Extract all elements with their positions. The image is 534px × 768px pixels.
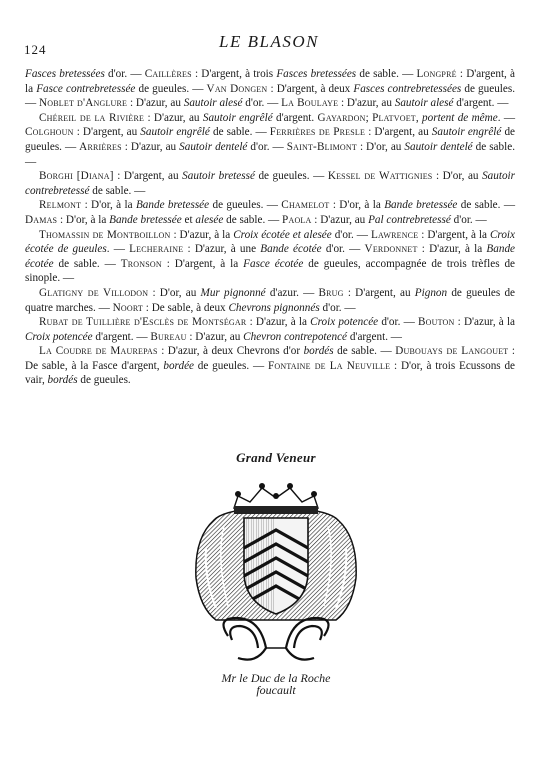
blazon-text: d'or. — xyxy=(321,243,365,256)
blazon-text: : D'azur, à la xyxy=(454,316,516,329)
blazon-text: : D'azur, à deux Chevrons d'or xyxy=(157,345,304,358)
blazon-text: de gueules. — xyxy=(209,199,282,212)
blazon-text: : De sable, à la Fasce d'argent, xyxy=(25,345,516,372)
running-title: LE BLASON xyxy=(219,32,319,51)
heraldic-term: Bande bretessée xyxy=(384,199,458,212)
heraldic-term: Bande écotée xyxy=(260,243,322,256)
family-name: Arrières xyxy=(79,140,122,153)
blazon-text: d'argent. — xyxy=(92,330,151,343)
family-name: Tronson xyxy=(120,257,162,270)
heraldic-term: Sautoir engrêlé xyxy=(140,126,210,139)
blazon-text: de gueules. — xyxy=(25,82,516,110)
blazon-text: de sable. — xyxy=(356,68,417,80)
heraldic-term: Bande bretessée xyxy=(135,199,210,212)
blazon-text: : D'argent, à deux xyxy=(267,82,354,95)
blazon-text: : D'azur, à la xyxy=(417,243,487,256)
heraldic-term: Bande écotée xyxy=(25,243,516,270)
family-name: Caillères xyxy=(144,68,192,80)
heraldic-term: Sautoir bretessé xyxy=(182,170,255,183)
coat-of-arms-figure xyxy=(176,450,376,700)
heraldic-term: Sautoir dentelé xyxy=(179,140,248,153)
family-name: Glatigny de Villodon xyxy=(39,286,149,299)
blazon-paragraph xyxy=(25,198,515,227)
blazon-text-body xyxy=(25,67,515,388)
blazon-text: de gueules. — xyxy=(254,170,328,183)
blazon-text: : D'or, à trois Ecussons de vair, xyxy=(25,359,516,387)
coat-of-arms-engraving xyxy=(186,468,366,668)
blazon-text: de sable. — xyxy=(333,345,396,358)
blazon-text: : D'or, au xyxy=(356,140,405,153)
blazon-text: : D'argent, à la xyxy=(161,257,244,270)
heraldic-term: Mur pignonné xyxy=(200,286,266,299)
family-name: Noort xyxy=(112,301,143,314)
blazon-text: d'or. — xyxy=(247,140,287,153)
family-name: Platvoet xyxy=(372,111,416,124)
heraldic-term: bordés xyxy=(303,345,334,358)
family-name: Borghi [Diana] xyxy=(39,170,114,183)
family-name: La Coudre de Maurepas xyxy=(39,345,158,358)
family-name: Kessel de Wattignies xyxy=(327,170,433,183)
figure-caption-top: Grand Veneur xyxy=(236,450,316,465)
blazon-text: d'or. — xyxy=(104,68,145,80)
family-name: Rubat de Tuillière d'Esclès de Montségar xyxy=(39,316,247,329)
blazon-text: . — xyxy=(106,243,130,256)
heraldic-term: portent de même xyxy=(422,111,498,124)
blazon-text: de gueules de quatre marches. — xyxy=(25,286,516,314)
blazon-text: d'argent. — xyxy=(347,330,402,343)
family-name: Relmont xyxy=(39,199,82,212)
family-name: Lecheraine xyxy=(129,243,184,256)
family-name: Lawrence xyxy=(370,228,419,241)
figure-caption-line-2: foucault xyxy=(256,683,296,697)
family-name: Noblet d'Anglure xyxy=(38,97,128,110)
blazon-paragraph xyxy=(25,67,515,111)
blazon-text: d'argent. — xyxy=(453,97,509,110)
family-name: Chamelot xyxy=(281,199,330,212)
family-name: Fontaine de La Neuville xyxy=(267,359,391,372)
blazon-text: : D'or, au xyxy=(148,286,201,299)
heraldic-term: Sautoir engrêlé xyxy=(431,126,502,139)
family-name: Van Dongen xyxy=(206,82,268,95)
heraldic-term: Fasces contrebretessées xyxy=(353,82,462,95)
blazon-text: : D'argent, à la xyxy=(418,228,490,241)
blazon-text: . — xyxy=(497,111,516,124)
blazon-text: : D'argent, à trois xyxy=(191,68,277,80)
heraldic-term: Pal contrebretessé xyxy=(368,213,451,226)
heraldic-term: bordés xyxy=(47,374,78,387)
shield xyxy=(244,518,308,614)
blazon-text: : D'or, à la xyxy=(57,213,110,226)
heraldic-term: bordée xyxy=(163,359,194,372)
figure-caption-line-1: Mr le Duc de la Roche xyxy=(221,671,331,685)
figure-caption-bottom xyxy=(176,672,376,696)
heraldic-term: Croix écotée de gueules xyxy=(25,228,516,256)
blazon-text: : D'azur, au xyxy=(144,111,203,124)
blazon-text: : D'argent, au xyxy=(343,286,415,299)
blazon-paragraph xyxy=(25,286,515,315)
blazon-paragraph xyxy=(25,111,515,169)
heraldic-term: Sautoir alesé xyxy=(394,97,454,110)
blazon-text: de sable. — xyxy=(89,184,146,197)
heraldic-term: Sautoir engrêlé xyxy=(202,111,273,124)
blazon-text: de gueules, accompagnée de trois trèfles de sinople. — xyxy=(25,257,516,285)
blazon-text: : D'azur, à la xyxy=(170,228,234,241)
family-name: Dubouays de Langouet xyxy=(395,345,509,358)
ducal-coronet xyxy=(234,483,318,514)
blazon-paragraph xyxy=(25,169,515,198)
blazon-text: de sable. — xyxy=(209,126,270,139)
blazon-text: : D'azur, au xyxy=(338,97,395,110)
blazon-text: : D'azur, au xyxy=(186,330,244,343)
heraldic-term: Pignon xyxy=(414,286,448,299)
blazon-text: ; xyxy=(365,111,373,124)
family-name: Verdonnet xyxy=(364,243,418,256)
family-name: Damas xyxy=(25,213,58,226)
heraldic-term: Croix écotée et alesée xyxy=(233,228,332,241)
family-name: Saint-Blimont xyxy=(286,140,357,153)
blazon-text: d'or. — xyxy=(319,301,356,314)
blazon-text: : D'azur, à une xyxy=(183,243,261,256)
blazon-text: de sable. — xyxy=(53,257,121,270)
family-name: Thomassin de Montboillon xyxy=(39,228,171,241)
blazon-text: : D'azur, au xyxy=(127,97,184,110)
blazon-text: d'or. — xyxy=(242,97,282,110)
family-name: La Boulaye xyxy=(281,97,339,110)
heraldic-term: Bande bretessée xyxy=(109,213,182,226)
heraldic-term: Fasce contrebretessée xyxy=(36,82,136,95)
blazon-paragraph xyxy=(25,315,515,344)
blazon-text: de sable. — xyxy=(25,140,515,168)
heraldic-term: Croix potencée xyxy=(310,316,379,329)
page-header xyxy=(24,32,514,57)
blazon-text: : D'azur, au xyxy=(311,213,369,226)
heraldic-term: Fasces bretessées xyxy=(25,68,105,80)
blazon-text: de gueules. xyxy=(77,374,131,387)
blazon-text: : D'argent, au xyxy=(113,170,183,183)
blazon-text: : De sable, à deux xyxy=(143,301,229,314)
blazon-paragraph xyxy=(25,228,515,286)
heraldic-term: alesée xyxy=(195,213,224,226)
blazon-text: : D'azur, à la xyxy=(246,316,311,329)
family-name: Paola xyxy=(282,213,312,226)
family-name: Chéreil de la Rivière xyxy=(39,111,145,124)
family-name: Bureau xyxy=(150,330,187,343)
heraldic-term: Fasces bretessées xyxy=(276,68,357,80)
heraldic-term: Sautoir alesé xyxy=(183,97,243,110)
heraldic-term: Fasce écotée xyxy=(243,257,304,270)
heraldic-term: Sautoir contrebretessé xyxy=(25,170,516,197)
blazon-text: : D'argent, au xyxy=(365,126,432,139)
blazon-text: d'or. — xyxy=(331,228,371,241)
heraldic-term: Sautoir dentelé xyxy=(404,140,473,153)
blazon-text: d'azur. — xyxy=(265,286,319,299)
family-name: Gayardon xyxy=(317,111,366,124)
blazon-text: de sable. — xyxy=(457,199,516,212)
blazon-text: : D'azur, au xyxy=(121,140,180,153)
blazon-text: : D'argent, à la xyxy=(25,68,516,95)
blazon-text: : D'or, au xyxy=(432,170,483,183)
blazon-text: , xyxy=(415,111,423,124)
heraldic-term: Croix potencée xyxy=(25,330,93,343)
blazon-text: d'or. — xyxy=(450,213,487,226)
blazon-text: de gueules. — xyxy=(25,126,516,153)
family-name: Bouton xyxy=(417,316,455,329)
blazon-text: : D'or, à la xyxy=(81,199,136,212)
heraldic-term: Chevrons pignonnés xyxy=(228,301,320,314)
blazon-text: et xyxy=(181,213,196,226)
blazon-text: d'or. — xyxy=(378,316,418,329)
family-name: Longpré xyxy=(416,68,457,80)
page-number: 124 xyxy=(24,42,47,57)
heraldic-term: Chevron contrepotencé xyxy=(243,330,348,343)
blazon-paragraph xyxy=(25,344,515,388)
family-name: Brug xyxy=(318,286,344,299)
blazon-text: de sable. — xyxy=(223,213,283,226)
blazon-text: de gueules. — xyxy=(194,359,268,372)
hunting-horns xyxy=(224,618,329,660)
family-name: Colghoun xyxy=(25,126,74,139)
blazon-text: de gueules. — xyxy=(135,82,207,95)
blazon-text: : D'argent, au xyxy=(73,126,141,139)
blazon-text: d'argent. xyxy=(272,111,318,124)
family-name: Ferrières de Presle xyxy=(269,126,366,139)
blazon-text: : D'or, à la xyxy=(329,199,385,212)
